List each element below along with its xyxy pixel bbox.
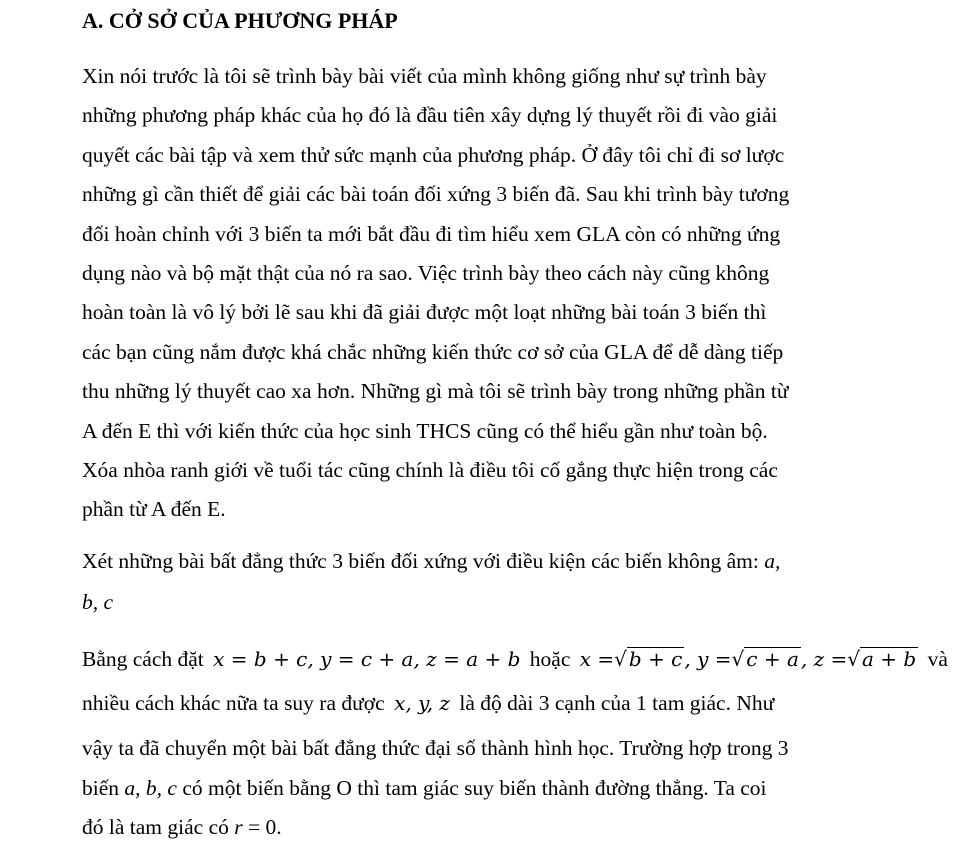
- paragraph-line: phần từ A đến E.: [82, 497, 226, 521]
- variable-text: a,: [764, 549, 781, 573]
- formula: x = b + c, y = c + a, z = a + b: [213, 647, 521, 671]
- radicand: a + b: [862, 647, 917, 671]
- paragraph-line: [82, 814, 282, 840]
- paragraph-line: [82, 775, 767, 801]
- section-heading: A. CỞ SỞ CỦA PHƯƠNG PHÁP: [82, 8, 398, 33]
- paragraph-line: Xin nói trước là tôi sẽ trình bày bài viết của mình không giống như sự trình bày: [82, 64, 767, 88]
- paragraph-text: và: [927, 647, 948, 671]
- paragraph-line: vậy ta đã chuyển một bài bất đẳng thức đại số thành hình học. Trường hợp trong 3: [82, 736, 789, 760]
- paragraph-line: [82, 589, 113, 615]
- paragraph-line: đối hoàn chỉnh với 3 biến ta mới bắt đầu đi tìm hiểu xem GLA còn có những ứng: [82, 222, 781, 246]
- paragraph-line: hoàn toàn là vô lý bởi lẽ sau khi đã giải được một loạt những bài toán 3 biến thì: [82, 300, 767, 324]
- formula-part: x =: [579, 647, 615, 671]
- formula-part: , y =: [684, 647, 732, 671]
- paragraph-text: = 0.: [242, 815, 282, 839]
- paragraph-text: hoặc: [529, 647, 571, 671]
- radical-sign: √: [847, 647, 861, 671]
- radicand: c + a: [746, 647, 799, 671]
- paragraph-line: Xóa nhòa ranh giới về tuổi tác cũng chính là điều tôi cố gắng thực hiện trong các: [82, 458, 778, 482]
- variable-text: a, b, c: [124, 776, 177, 800]
- paragraph-line: những phương pháp khác của họ đó là đầu tiên xây dựng lý thuyết rồi đi vào giải: [82, 103, 778, 127]
- paragraph-text: nhiều cách khác nữa ta suy ra được: [82, 691, 385, 715]
- paragraph-text: có một biến bằng O thì tam giác suy biến thành đường thẳng. Ta coi: [176, 776, 767, 800]
- radicand: b + c: [628, 647, 683, 671]
- paragraph-line: [82, 646, 948, 672]
- radical-sign: √: [614, 647, 627, 671]
- paragraph-text: Bằng cách đặt: [82, 647, 204, 671]
- paragraph-line: những gì cần thiết để giải các bài toán đối xứng 3 biến đã. Sau khi trình bày tương: [82, 182, 790, 206]
- formula-part: , z =: [800, 647, 848, 671]
- paragraph-text: là độ dài 3 cạnh của 1 tam giác. Như: [459, 691, 775, 715]
- paragraph-line: các bạn cũng nắm được khá chắc những kiến thức cơ sở của GLA để dễ dàng tiếp: [82, 340, 784, 364]
- variable-text: b, c: [82, 590, 114, 614]
- radical-sign: √: [731, 647, 745, 671]
- paragraph-line: dụng nào và bộ mặt thật của nó ra sao. Việc trình bày theo cách này cũng không: [82, 261, 770, 285]
- variable-text: r: [234, 815, 243, 839]
- paragraph-line: [82, 690, 774, 716]
- paragraph-line: quyết các bài tập và xem thử sức mạnh của phương pháp. Ở đây tôi chỉ đi sơ lược: [82, 143, 785, 167]
- paragraph-line: [82, 548, 780, 574]
- paragraph-text: biến: [82, 776, 125, 800]
- paragraph-line: A đến E thì với kiến thức của học sinh THCS cũng có thể hiểu gần như toàn bộ.: [82, 419, 768, 443]
- formula-radical: [580, 646, 918, 672]
- paragraph-line: thu những lý thuyết cao xa hơn. Những gì mà tôi sẽ trình bày trong những phần từ: [82, 379, 789, 403]
- paragraph-text: đó là tam giác có: [82, 815, 235, 839]
- formula: x, y, z: [394, 691, 450, 715]
- paragraph-text: Xét những bài bất đẳng thức 3 biến đối xứng với điều kiện các biến không âm:: [82, 549, 765, 573]
